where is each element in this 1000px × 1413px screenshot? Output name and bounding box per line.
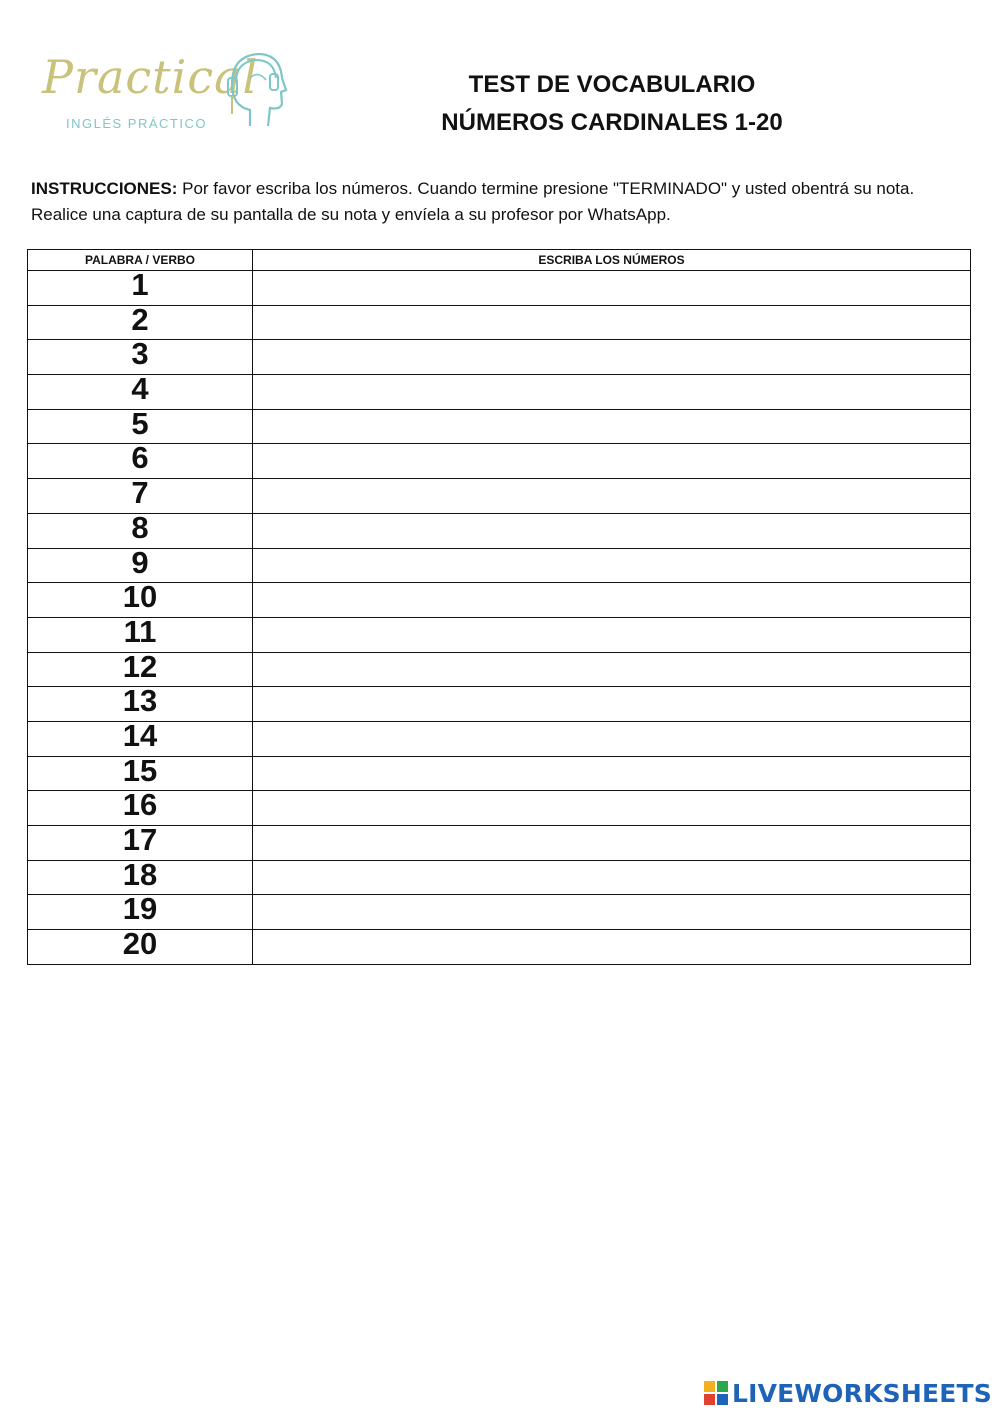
number-cell: 8 [28,513,253,548]
number-cell: 14 [28,721,253,756]
table-row [28,271,971,306]
answer-input-cell[interactable] [253,791,971,826]
table-row [28,652,971,687]
table-row [28,583,971,618]
number-cell: 7 [28,479,253,514]
table-row [28,513,971,548]
answer-input-cell[interactable] [253,479,971,514]
answer-input-cell[interactable] [253,756,971,791]
table-row [28,409,971,444]
answer-input-cell[interactable] [253,409,971,444]
instructions-text: Por favor escriba los números. Cuando termine presione "TERMINADO" y usted obentrá su nota. Realice una captura de su pantalla de su nota y envíela a su profesor por WhatsApp. [31,179,915,224]
table-row [28,721,971,756]
answer-input-cell[interactable] [253,513,971,548]
number-cell: 12 [28,652,253,687]
answer-input-cell[interactable] [253,652,971,687]
answer-input-cell[interactable] [253,687,971,722]
answer-input-cell[interactable] [253,340,971,375]
table-row [28,444,971,479]
number-cell: 20 [28,930,253,965]
answer-input-cell[interactable] [253,305,971,340]
number-cell: 6 [28,444,253,479]
practical-logo [42,48,287,138]
logo-script-text: Practical [42,50,259,104]
answer-input-cell[interactable] [253,721,971,756]
answer-input-cell[interactable] [253,826,971,861]
table-row [28,375,971,410]
table-header-row [28,250,971,271]
liveworksheets-badge-icon [704,1381,728,1405]
answer-input-cell[interactable] [253,895,971,930]
page-title [400,66,824,142]
number-cell: 2 [28,305,253,340]
table-row [28,687,971,722]
number-cell: 9 [28,548,253,583]
table-row [28,860,971,895]
table-row [28,826,971,861]
number-cell: 18 [28,860,253,895]
number-cell: 15 [28,756,253,791]
number-cell: 16 [28,791,253,826]
answer-input-cell[interactable] [253,548,971,583]
liveworksheets-logo [704,1375,992,1411]
table-row [28,479,971,514]
table-row [28,617,971,652]
number-cell: 1 [28,271,253,306]
answer-input-cell[interactable] [253,860,971,895]
answer-input-cell[interactable] [253,375,971,410]
table-row [28,791,971,826]
table-row [28,305,971,340]
number-cell: 19 [28,895,253,930]
title-line-2: NÚMEROS CARDINALES 1-20 [441,109,783,136]
instructions-label: INSTRUCCIONES: [31,179,178,198]
col-header-write: ESCRIBA LOS NÚMEROS [253,250,971,271]
table-row [28,756,971,791]
number-cell: 11 [28,617,253,652]
col-header-word: PALABRA / VERBO [28,250,253,271]
table-row [28,340,971,375]
liveworksheets-text: LIVEWORKSHEETS [731,1378,992,1408]
answer-input-cell[interactable] [253,583,971,618]
number-cell: 13 [28,687,253,722]
answer-input-cell[interactable] [253,930,971,965]
number-cell: 17 [28,826,253,861]
answer-input-cell[interactable] [253,617,971,652]
number-cell: 10 [28,583,253,618]
head-headphones-icon [220,48,288,134]
title-line-1: TEST DE VOCABULARIO [468,71,756,98]
number-cell: 4 [28,375,253,410]
number-cell: 3 [28,340,253,375]
answer-input-cell[interactable] [253,271,971,306]
table-row [28,930,971,965]
number-cell: 5 [28,409,253,444]
numbers-table [27,249,971,965]
table-row [28,548,971,583]
table-row [28,895,971,930]
logo-tagline: INGLÉS PRÁCTICO [66,116,207,131]
instructions [31,176,961,228]
answer-input-cell[interactable] [253,444,971,479]
